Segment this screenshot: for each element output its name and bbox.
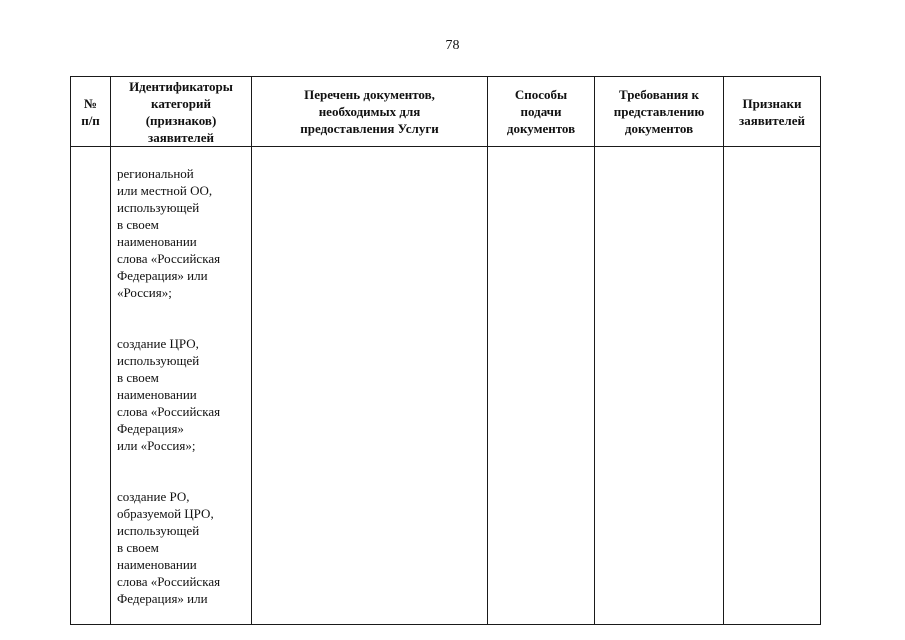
services-table bbox=[70, 76, 821, 625]
identifier-paragraph-2: создание ЦРО, использующей в своем наименовании слова «Российская Федерация» или «Россия»; bbox=[117, 336, 221, 453]
cell-identifiers-text bbox=[111, 147, 251, 624]
header-methods bbox=[488, 77, 595, 147]
cell-requirements-text bbox=[595, 147, 723, 148]
header-identifiers bbox=[111, 77, 252, 147]
header-signs bbox=[724, 77, 821, 147]
page-number: 78 bbox=[445, 38, 460, 53]
header-num-text: № п/п bbox=[81, 95, 100, 128]
cell-methods bbox=[488, 147, 595, 625]
cell-num-text bbox=[71, 147, 110, 148]
header-num bbox=[71, 77, 111, 147]
header-documents-text: Перечень документов, необходимых для предоставления Услуги bbox=[300, 87, 439, 136]
cell-methods-text bbox=[488, 147, 594, 148]
cell-documents bbox=[252, 147, 488, 625]
identifier-paragraph-1: региональной или местной ОО, использующей в своем наименовании слова «Российская Федерация» или «Россия»; bbox=[117, 166, 221, 300]
header-requirements-text: Требования к представлению документов bbox=[613, 87, 705, 136]
header-signs-text: Признаки заявителей bbox=[739, 95, 805, 128]
header-methods-text: Способы подачи документов bbox=[506, 87, 576, 136]
header-identifiers-text: Идентификаторы категорий (признаков) заявителей bbox=[129, 78, 233, 145]
table-header-row bbox=[71, 77, 821, 147]
cell-documents-text bbox=[252, 147, 487, 148]
header-documents bbox=[252, 77, 488, 147]
cell-requirements bbox=[595, 147, 724, 625]
identifier-paragraph-3: создание РО, образуемой ЦРО, использующей в своем наименовании слова «Российская Федерация» или bbox=[117, 489, 221, 606]
cell-identifiers bbox=[111, 147, 252, 625]
cell-signs-text bbox=[724, 147, 820, 148]
cell-num bbox=[71, 147, 111, 625]
cell-signs bbox=[724, 147, 821, 625]
table-row bbox=[71, 147, 821, 625]
header-requirements bbox=[595, 77, 724, 147]
